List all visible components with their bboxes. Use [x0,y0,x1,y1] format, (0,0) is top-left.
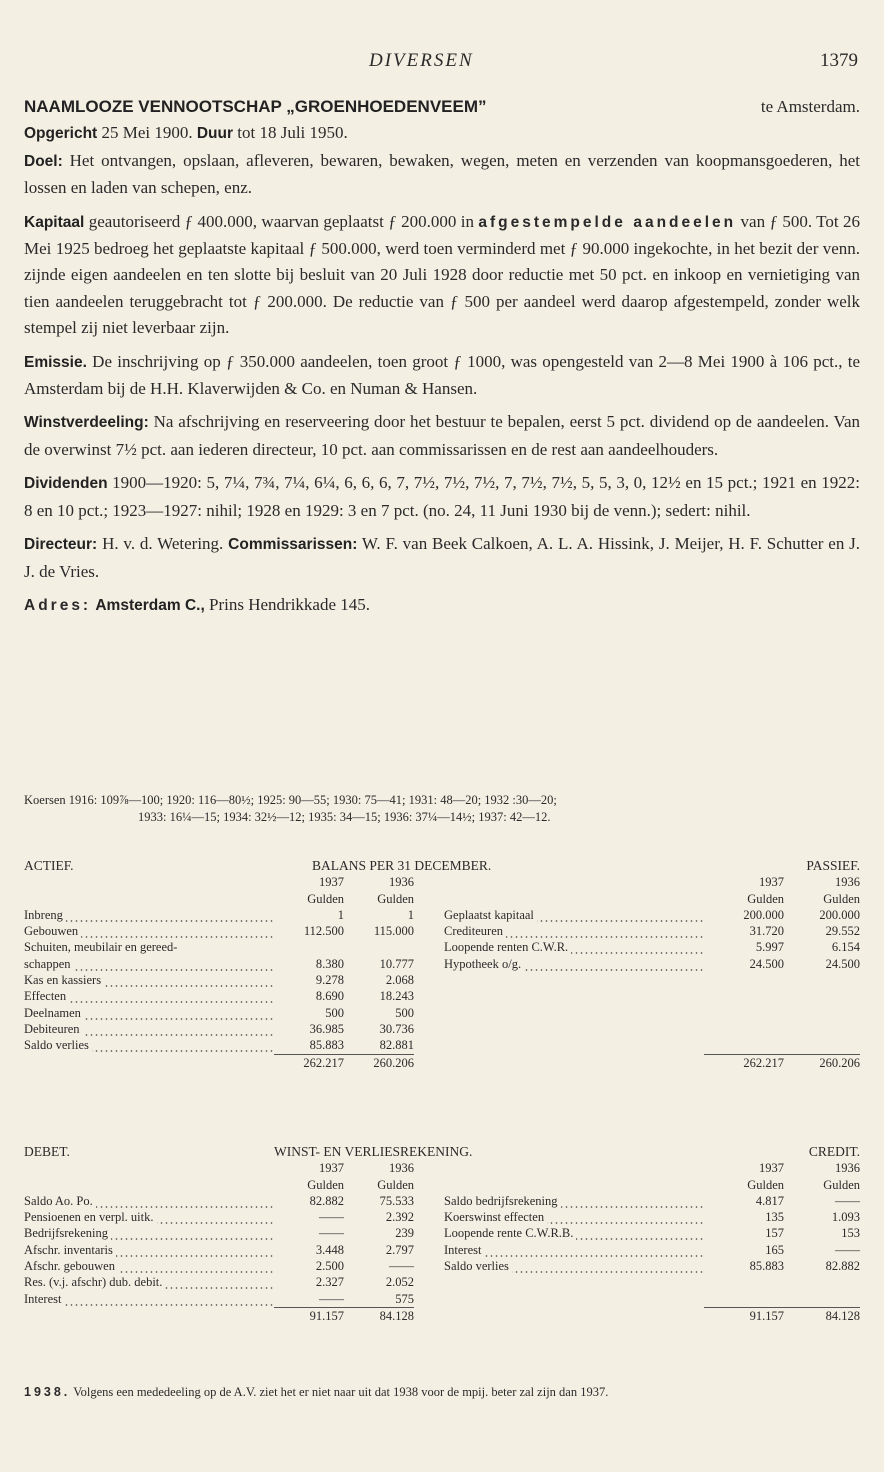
winst-right-label: Saldo bedrijfsrekening [444,1193,704,1209]
winst-left-1936: 239 [395,1226,414,1241]
balans-row [24,923,860,939]
balans-left-1937: 500 [325,1005,344,1020]
winst-right-1937: 4.817 [755,1193,784,1208]
winst-row [24,1225,860,1241]
winst-left-1937: —— [319,1226,344,1241]
commissarissen-text: W. F. van Beek Calkoen, A. L. A. Hissink, J. Meijer, H. F. Schutter en J. J. de Vries. [24,534,861,581]
winst-left-1937: —— [319,1291,344,1306]
balans-unit-r2: Gulden [823,891,860,906]
koersen-line-1: Koersen 1916: 109⅞—100; 1920: 116—80½; 1925: 90—55; 1930: 75—41; 1931: 48—20; 1932 :30—20; [24,793,557,807]
winst-right-1936: —— [835,1242,860,1257]
winst-left-1936: 2.797 [385,1242,414,1257]
balans-unit-row [24,891,860,907]
company-location: te Amsterdam. [760,97,860,116]
winst-left-1936: —— [389,1259,414,1274]
winst-unit-r1: Gulden [747,1177,784,1192]
balans-right-1936: 200.000 [819,907,860,922]
balans-right-total-1937: 262.217 [704,1054,784,1071]
footnote-year: 1938. [24,1385,71,1399]
balans-row [24,988,860,1004]
footnote-text: Volgens een mededeeling op de A.V. ziet het er niet naar uit dat 1938 voor de mpij. beter zal zijn dan 1937. [73,1385,609,1399]
winst-year-l2: 1936 [389,1161,414,1176]
emissie-label: Emissie. [24,353,87,371]
winst-right-1936: —— [835,1193,860,1208]
winst-right-title: CREDIT. [808,1144,860,1159]
balans-year-row [24,874,860,890]
winst-left-1936: 2.052 [385,1275,414,1290]
page-number: 1379 [820,50,858,71]
balans-row [24,1037,860,1054]
dividenden-paragraph [24,470,860,524]
balans-row [24,1021,860,1037]
winst-row [24,1193,860,1209]
balans-left-1936: 10.777 [379,956,414,971]
balans-right-1936: 29.552 [825,924,860,939]
balans-left-label: Kas en kassiers [24,972,274,988]
doel-paragraph [24,148,860,202]
directeur-text: H. v. d. Wetering. [102,534,224,554]
company-heading [24,94,860,148]
winst-left-1937: 3.448 [315,1242,344,1257]
winst-left-label: Interest [24,1291,274,1308]
balans-left-1937: 8.690 [315,989,344,1004]
balans-row [24,907,860,923]
winst-right-label: Interest [444,1242,704,1258]
balans-left-label: Effecten [24,988,274,1004]
balans-left-label: Deelnamen [24,1005,274,1021]
balans-unit-r1: Gulden [747,891,784,906]
winst-unit-l2: Gulden [377,1177,414,1192]
winst-left-label: Bedrijfsrekening [24,1225,274,1241]
winst-right-total-1937: 91.157 [704,1307,784,1324]
winst-right-1937: 157 [765,1226,784,1241]
balans-table [24,858,860,1071]
adres-city: Amsterdam C., [95,596,205,614]
winst-left-label: Afschr. inventaris [24,1242,274,1258]
balans-year-l2: 1936 [389,875,414,890]
winst-year-r1: 1937 [759,1161,784,1176]
balans-total-row [24,1054,860,1071]
winst-right-1936: 82.882 [825,1259,860,1274]
company-name: NAAMLOOZE VENNOOTSCHAP „GROENHOEDENVEEM” [24,97,487,116]
winst-row [24,1209,860,1225]
winst-unit-l1: Gulden [307,1177,344,1192]
winst-year-r2: 1936 [835,1161,860,1176]
winst-right-total-1936: 84.128 [784,1307,860,1324]
winst-left-label: Pensioenen en verpl. uitk. [24,1209,274,1225]
balans-left-1936: 2.068 [385,973,414,988]
balans-right-label: Crediteuren [444,923,704,939]
balans-left-1937: 112.500 [303,924,344,939]
kapitaal-text-1: geautoriseerd ƒ 400.000, waarvan geplaatst ƒ 200.000 in [88,211,474,231]
founded-date: 25 Mei 1900. [101,123,193,143]
winst-right-label: Koerswinst effecten [444,1209,704,1225]
balans-right-label: Loopende renten C.W.R. [444,939,704,955]
company-entry [24,94,860,626]
balans-row [24,1005,860,1021]
winst-unit-row [24,1177,860,1193]
winst-left-1937: —— [319,1210,344,1225]
winst-left-total-1937: 91.157 [274,1307,344,1324]
balans-left-label: Inbreng [24,907,274,923]
winst-total-row [24,1307,860,1324]
balans-right-1936: 6.154 [831,940,860,955]
balans-left-1937: 36.985 [309,1021,344,1036]
winst-caption-row [24,1144,860,1160]
emissie-paragraph [24,349,860,403]
winst-left-total-1936: 84.128 [344,1307,414,1324]
balans-left-title: ACTIEF. [24,858,74,873]
balans-year-r1: 1937 [759,875,784,890]
winst-right-label: Loopende rente C.W.R.B. [444,1225,704,1241]
balans-left-1936 [344,939,414,955]
winst-row [24,1274,860,1290]
winst-right-label: Saldo verlies [444,1258,704,1274]
koersen-block [24,792,860,826]
balans-left-label: Schuiten, meubilair en gereed- [24,940,178,955]
kapitaal-text-2: van ƒ 500. Tot 26 Mei 1925 bedroeg het geplaatste kapitaal ƒ 500.000, werd toen verminderd met ƒ 90.000 ingekochte, in het bezit der venn. zijnde eigen aandeelen en ten slotte bij besluit van 20 Juli 1928 door reductie met 50 pct. en inkoop en vernietiging van tien aandeelen teruggebracht tot ƒ 200.000. De reductie van ƒ 500 per aandeel werd daarop afgestempeld, zonder welk stempel zij niet leverbaar zijn. [24,211,860,338]
winst-left-title: DEBET. [24,1144,70,1159]
balans-year-r2: 1936 [835,875,860,890]
balans-right-1937: 24.500 [749,956,784,971]
winstverdeeling-paragraph [24,409,860,463]
balans-left-1936: 115.000 [373,924,414,939]
winst-left-label: Saldo Ao. Po. [24,1193,274,1209]
balans-row [24,972,860,988]
winst-left-1936: 75.533 [379,1193,414,1208]
winst-left-1936: 2.392 [385,1210,414,1225]
directeur-label: Directeur: [24,536,98,554]
adres-paragraph [24,592,860,619]
winst-left-label: Res. (v.j. afschr) dub. debit. [24,1274,274,1290]
founded-label: Opgericht [24,125,98,143]
running-header [24,50,860,76]
section-title: DIVERSEN [369,50,474,71]
footnote [24,1384,860,1401]
balans-left-1937: 85.883 [309,1038,344,1053]
winst-year-l1: 1937 [319,1161,344,1176]
balans-row [24,956,860,972]
balans-right-1937: 31.720 [749,924,784,939]
balans-right-total-1936: 260.206 [784,1054,860,1071]
balans-right-1937: 5.997 [755,940,784,955]
kapitaal-paragraph [24,209,860,342]
emissie-text: De inschrijving op ƒ 350.000 aandeelen, toen groot ƒ 1000, was opengesteld van 2—8 Mei 1900 à 106 pct., te Amsterdam bij de H.H. Klaverwijden & Co. en Numan & Hansen. [24,351,861,399]
balans-caption-row [24,858,860,874]
winst-left-1937: 2.500 [315,1259,344,1274]
winst-row [24,1258,860,1274]
balans-left-1937: 9.278 [315,973,344,988]
duration-label: Duur [196,125,234,143]
balans-right-1936: 24.500 [825,956,860,971]
dividenden-label: Dividenden [24,475,108,493]
winst-table [24,1144,860,1324]
balans-left-1936: 30.736 [379,1021,414,1036]
winst-year-row [24,1160,860,1176]
balans-row [24,939,860,955]
balans-left-1937 [274,939,344,955]
winst-row [24,1242,860,1258]
winst-right-1936: 153 [841,1226,860,1241]
directeur-paragraph [24,531,860,585]
balans-left-label: Debiteuren [24,1021,274,1037]
balans-unit-l1: Gulden [307,891,344,906]
balans-left-1937: 8.380 [315,956,344,971]
balans-left-label: Saldo verlies [24,1037,274,1054]
doel-label: Doel: [24,152,63,170]
winst-left-1937: 2.327 [315,1275,344,1290]
balans-unit-l2: Gulden [377,891,414,906]
commissarissen-label: Commissarissen: [228,536,358,554]
balans-left-1936: 1 [407,907,414,922]
winstverdeeling-label: Winstverdeeling: [24,414,149,432]
balans-left-1936: 18.243 [379,989,414,1004]
balans-left-total-1936: 260.206 [344,1054,414,1071]
balans-right-title: PASSIEF. [806,858,860,873]
winstverdeeling-text: Na afschrijving en reserveering door het bestuur te bepalen, eerst 5 pct. dividend op de aandeelen. Van de overwinst 7½ pct. aan iederen directeur, 10 pct. aan commissarissen en de rest aan aandeelhouders. [24,412,860,459]
balans-year-l1: 1937 [319,875,344,890]
winst-center-title: WINST- EN VERLIESREKENING. [274,1144,473,1159]
duration-text: tot 18 Juli 1950. [237,123,348,143]
balans-left-label: schappen [24,956,274,972]
balans-right-label: Hypotheek o/g. [444,956,704,972]
balans-left-1936: 500 [395,1005,414,1020]
balans-left-1936: 82.881 [379,1038,414,1053]
winst-right-1936: 1.093 [831,1210,860,1225]
winst-left-1937: 82.882 [309,1193,344,1208]
winst-left-1936: 575 [395,1291,414,1306]
winst-left-label: Afschr. gebouwen [24,1258,274,1274]
doel-text: Het ontvangen, opslaan, afleveren, bewaren, bewaken, wegen, meten en verzenden van koopmansgoederen, het lossen en laden van schepen, enz. [24,150,861,198]
balans-center-title: BALANS PER 31 DECEMBER. [312,858,492,873]
winst-unit-r2: Gulden [823,1177,860,1192]
balans-left-1937: 1 [337,907,344,922]
adres-street: Prins Hendrikkade 145. [209,594,371,614]
winst-right-1937: 135 [765,1210,784,1225]
dividenden-text: 1900—1920: 5, 7¼, 7¾, 7¼, 6¼, 6, 6, 6, 7, 7½, 7½, 7½, 7, 7½, 7½, 5, 5, 3, 0, 12½ en 15 pct.; 1921 en 1922: 8 en 10 pct.; 1923—1927: nihil; 1928 en 1929: 3 en 7 pct. (no. 24, 11 Juni 1930 bij de venn.); sedert: nihil. [24,473,860,520]
kapitaal-emphasis: afgestempelde aandeelen [478,213,737,231]
kapitaal-label: Kapitaal [24,213,85,231]
adres-label: Adres: [24,596,92,614]
balans-right-1937: 200.000 [743,907,784,922]
winst-row [24,1291,860,1308]
balans-right-label: Geplaatst kapitaal [444,907,704,923]
winst-right-1937: 165 [765,1242,784,1257]
winst-right-1937: 85.883 [749,1259,784,1274]
balans-left-total-1937: 262.217 [274,1054,344,1071]
balans-left-label: Gebouwen [24,923,274,939]
koersen-line-2: 1933: 16¼—15; 1934: 32½—12; 1935: 34—15; 1936: 37¼—14½; 1937: 42—12. [138,810,551,824]
